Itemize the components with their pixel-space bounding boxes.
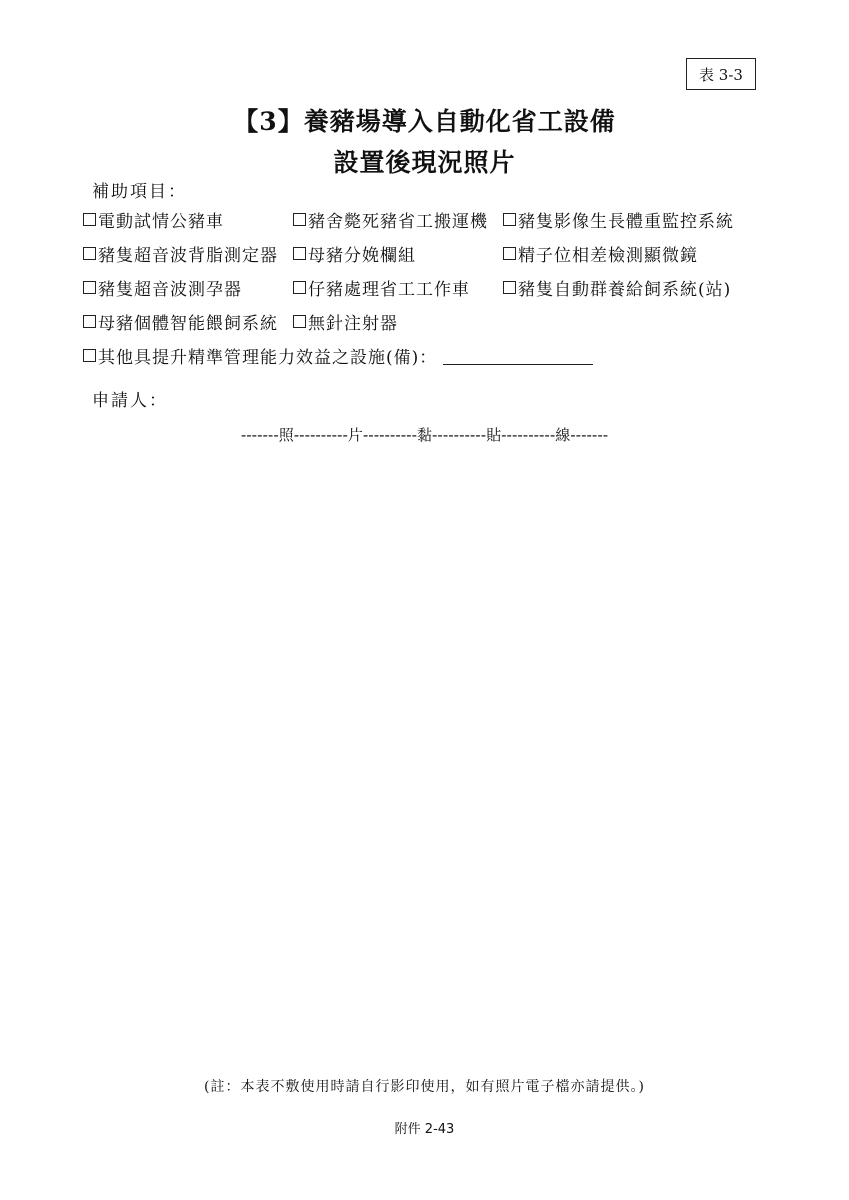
option-label: 電動試情公豬車 bbox=[98, 212, 224, 232]
page-subtitle: 設置後現況照片 bbox=[333, 148, 516, 177]
page-title: 【3】養豬場導入自動化省工設備 bbox=[233, 107, 616, 136]
option-farrowing-crate[interactable] bbox=[293, 241, 416, 266]
checkbox[interactable] bbox=[503, 281, 516, 294]
option-backfat-ultrasound[interactable] bbox=[83, 241, 278, 266]
form-number-box bbox=[686, 58, 756, 90]
checkbox[interactable] bbox=[83, 213, 96, 226]
option-phase-contrast-microscope[interactable] bbox=[503, 241, 698, 266]
option-label: 豬隻超音波測孕器 bbox=[98, 280, 242, 300]
option-other-facility[interactable] bbox=[83, 343, 593, 368]
other-facility-blank[interactable] bbox=[443, 346, 593, 365]
checkbox[interactable] bbox=[503, 247, 516, 260]
option-label: 無針注射器 bbox=[308, 314, 398, 334]
checkbox[interactable] bbox=[83, 281, 96, 294]
option-group-feeding-system[interactable] bbox=[503, 275, 731, 300]
option-needle-free-injector[interactable] bbox=[293, 309, 398, 334]
checkbox[interactable] bbox=[503, 213, 516, 226]
option-label: 母豬分娩欄組 bbox=[308, 246, 416, 266]
option-piglet-work-cart[interactable] bbox=[293, 275, 470, 300]
checkbox[interactable] bbox=[293, 281, 306, 294]
option-label: 豬隻超音波背脂測定器 bbox=[98, 246, 278, 266]
option-label: 豬隻自動群養給飼系統(站) bbox=[518, 280, 732, 300]
checkbox[interactable] bbox=[293, 315, 306, 328]
option-electric-boar-cart[interactable] bbox=[83, 207, 224, 232]
option-label: 其他具提升精準管理能力效益之設施(備)： bbox=[98, 348, 438, 368]
checkbox[interactable] bbox=[293, 213, 306, 226]
option-dead-pig-transporter[interactable] bbox=[293, 207, 488, 232]
option-label: 豬舍斃死豬省工搬運機 bbox=[308, 212, 488, 232]
option-label: 仔豬處理省工工作車 bbox=[308, 280, 470, 300]
option-sow-smart-feeding[interactable] bbox=[83, 309, 278, 334]
footnote: (註：本表不敷使用時請自行影印使用，如有照片電子檔亦請提供。) bbox=[204, 1079, 645, 1095]
subsidy-items-label: 補助項目： bbox=[92, 182, 187, 202]
page-number: 附件 2-43 bbox=[394, 1122, 455, 1137]
option-label: 母豬個體智能餵飼系統 bbox=[98, 314, 278, 334]
checkbox[interactable] bbox=[83, 349, 96, 362]
checkbox[interactable] bbox=[293, 247, 306, 260]
option-image-weight-monitor[interactable] bbox=[503, 207, 734, 232]
applicant-label: 申請人： bbox=[92, 391, 168, 411]
form-number: 表 3-3 bbox=[699, 65, 743, 84]
option-label: 豬隻影像生長體重監控系統 bbox=[518, 212, 734, 232]
checkbox[interactable] bbox=[83, 315, 96, 328]
option-label: 精子位相差檢測顯微鏡 bbox=[518, 246, 698, 266]
option-pregnancy-ultrasound[interactable] bbox=[83, 275, 242, 300]
photo-paste-line: -------照----------片----------黏----------貼----------線------- bbox=[240, 426, 609, 444]
checkbox[interactable] bbox=[83, 247, 96, 260]
